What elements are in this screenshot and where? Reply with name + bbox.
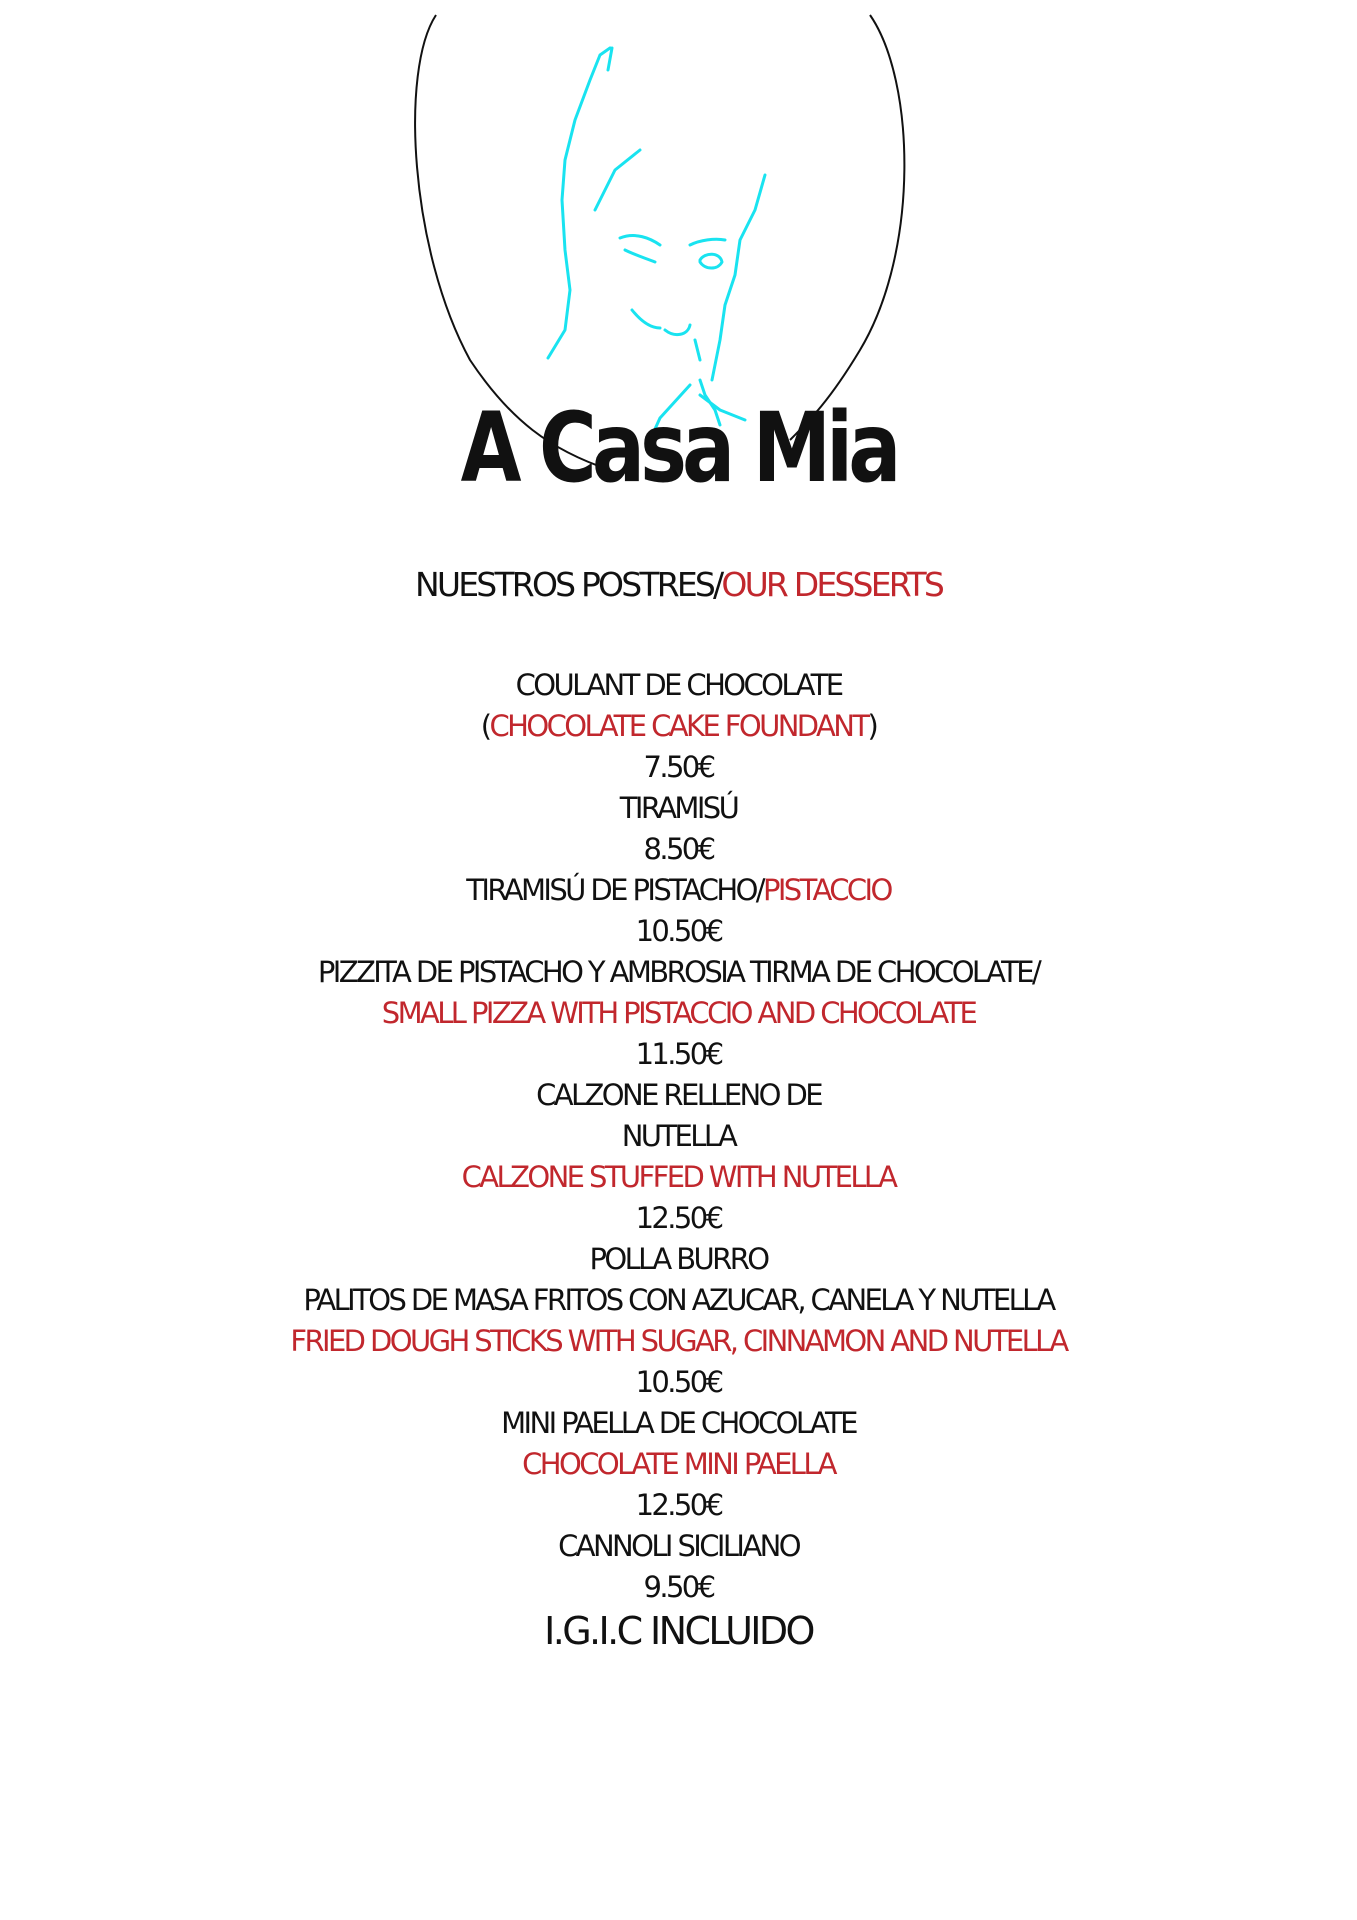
list-item-name: TIRAMISÚ DE PISTACHO/PISTACCIO bbox=[466, 873, 891, 907]
list-item-price: 12.50€ bbox=[635, 1201, 722, 1235]
list-item-translation: CALZONE STUFFED WITH NUTELLA bbox=[461, 1160, 896, 1194]
list-item-description: PALITOS DE MASA FRITOS CON AZUCAR, CANELA Y NUTELLA bbox=[303, 1283, 1054, 1317]
list-item-name: COULANT DE CHOCOLATE bbox=[515, 668, 842, 702]
list-item-price: 11.50€ bbox=[635, 1037, 722, 1071]
list-item-translation: CHOCOLATE MINI PAELLA bbox=[522, 1447, 835, 1481]
list-item-translation: (CHOCOLATE CAKE FOUNDANT) bbox=[480, 709, 877, 743]
list-item-price: 12.50€ bbox=[635, 1488, 722, 1522]
tax-note: I.G.I.C INCLUIDO bbox=[544, 1609, 813, 1653]
list-item-name: PIZZITA DE PISTACHO Y AMBROSIA TIRMA DE CHOCOLATE/ bbox=[317, 955, 1040, 989]
restaurant-name: A Casa Mia bbox=[460, 392, 897, 504]
list-item-name: MINI PAELLA DE CHOCOLATE bbox=[501, 1406, 856, 1440]
heading-english: OUR DESSERTS bbox=[721, 565, 942, 604]
list-item-translation: FRIED DOUGH STICKS WITH SUGAR, CINNAMON AND NUTELLA bbox=[290, 1324, 1067, 1358]
list-item-price: 10.50€ bbox=[635, 1365, 722, 1399]
list-item-name: POLLA BURRO bbox=[589, 1242, 768, 1276]
dessert-list bbox=[0, 665, 1357, 1608]
list-item-price: 7.50€ bbox=[643, 750, 714, 784]
list-item-price: 8.50€ bbox=[643, 832, 714, 866]
list-item-price: 10.50€ bbox=[635, 914, 722, 948]
list-item-name: TIRAMISÚ bbox=[619, 791, 738, 825]
list-item-price: 9.50€ bbox=[643, 1570, 714, 1604]
list-item-name: CANNOLI SICILIANO bbox=[558, 1529, 799, 1563]
list-item-name: NUTELLA bbox=[621, 1119, 736, 1153]
section-heading bbox=[0, 565, 1357, 604]
list-item-name: CALZONE RELLENO DE bbox=[536, 1078, 821, 1112]
list-item-translation: SMALL PIZZA WITH PISTACCIO AND CHOCOLATE bbox=[381, 996, 976, 1030]
heading-spanish: NUESTROS POSTRES/ bbox=[415, 565, 722, 604]
